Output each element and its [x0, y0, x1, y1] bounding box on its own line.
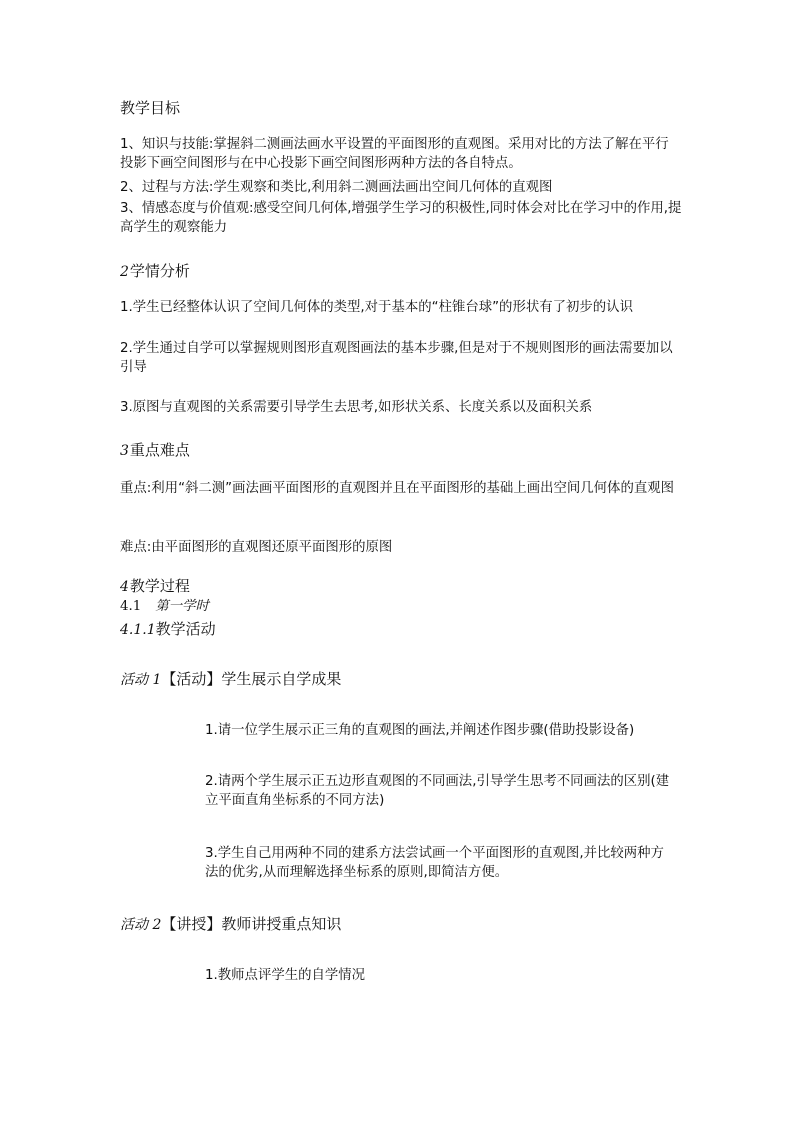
activity-2-heading — [120, 913, 341, 934]
process-heading-number: 4 — [120, 579, 129, 595]
objective-item-2: 2、过程与方法:学生观察和类比,利用斜二测画法画出空间几何体的直观图 — [120, 180, 553, 195]
keypoints-heading-number: 3 — [120, 443, 129, 459]
activity-1-heading — [120, 668, 341, 689]
subsection-heading-4-1 — [120, 597, 209, 616]
activity-1-item-1: 1.请一位学生展示正三角的直观图的画法,并阐述作图步骤(借助投影设备) — [205, 723, 635, 738]
keypoints-heading — [120, 439, 190, 460]
keypoints-heading-title: 重点难点 — [129, 441, 190, 459]
analysis-item-1: 1.学生已经整体认识了空间几何体的类型,对于基本的“柱锥台球”的形状有了初步的认识 — [120, 300, 633, 315]
process-heading — [120, 575, 190, 596]
subsection-number-4-1: 4.1 — [120, 599, 142, 614]
subsection-title-4-1-1: 教学活动 — [155, 620, 216, 638]
analysis-item-3: 3.原图与直观图的关系需要引导学生去思考,如形状关系、长度关系以及面积关系 — [120, 400, 593, 415]
analysis-heading-number: 2 — [120, 264, 129, 280]
analysis-item-2: 2.学生通过自学可以掌握规则图形直观图画法的基本步骤,但是对于不规则图形的画法需要加以引导 — [120, 341, 673, 375]
activity-1-title: 【活动】学生展示自学成果 — [161, 670, 342, 688]
difficult-point-text: 难点:由平面图形的直观图还原平面图形的原图 — [120, 540, 393, 555]
analysis-heading-title: 学情分析 — [129, 262, 190, 280]
activity-1-prefix: 活动 1 — [120, 672, 162, 688]
objectives-heading: 教学目标 — [120, 99, 181, 117]
activity-2-item-1: 1.教师点评学生的自学情况 — [205, 968, 366, 983]
subsection-number-4-1-1: 4.1.1 — [120, 622, 156, 638]
objective-item-3: 3、情感态度与价值观:感受空间几何体,增强学生学习的积极性,同时体会对比在学习中的作用,提高学生的观察能力 — [120, 201, 682, 235]
subsection-heading-4-1-1 — [120, 618, 216, 639]
subsection-title-4-1: 第一学时 — [155, 599, 209, 614]
objective-item-1: 1、知识与技能:掌握斜二测画法画水平设置的平面图形的直观图。采用对比的方法了解在平行投影下画空间图形与在中心投影下画空间图形两种方法的各自特点。 — [120, 137, 669, 171]
activity-2-title: 【讲授】教师讲授重点知识 — [161, 915, 342, 933]
activity-1-item-2: 2.请两个学生展示正五边形直观图的不同画法,引导学生思考不同画法的区别(建立平面直角坐标系的不同方法) — [205, 774, 670, 808]
analysis-heading — [120, 260, 190, 281]
activity-2-prefix: 活动 2 — [120, 917, 162, 933]
activity-1-item-3: 3.学生自己用两种不同的建系方法尝试画一个平面图形的直观图,并比较两种方法的优劣,从而理解选择坐标系的原则,即简洁方便。 — [205, 846, 664, 880]
process-heading-title: 教学过程 — [129, 577, 190, 595]
key-point-text: 重点:利用“斜二测”画法画平面图形的直观图并且在平面图形的基础上画出空间几何体的直观图 — [120, 481, 675, 496]
